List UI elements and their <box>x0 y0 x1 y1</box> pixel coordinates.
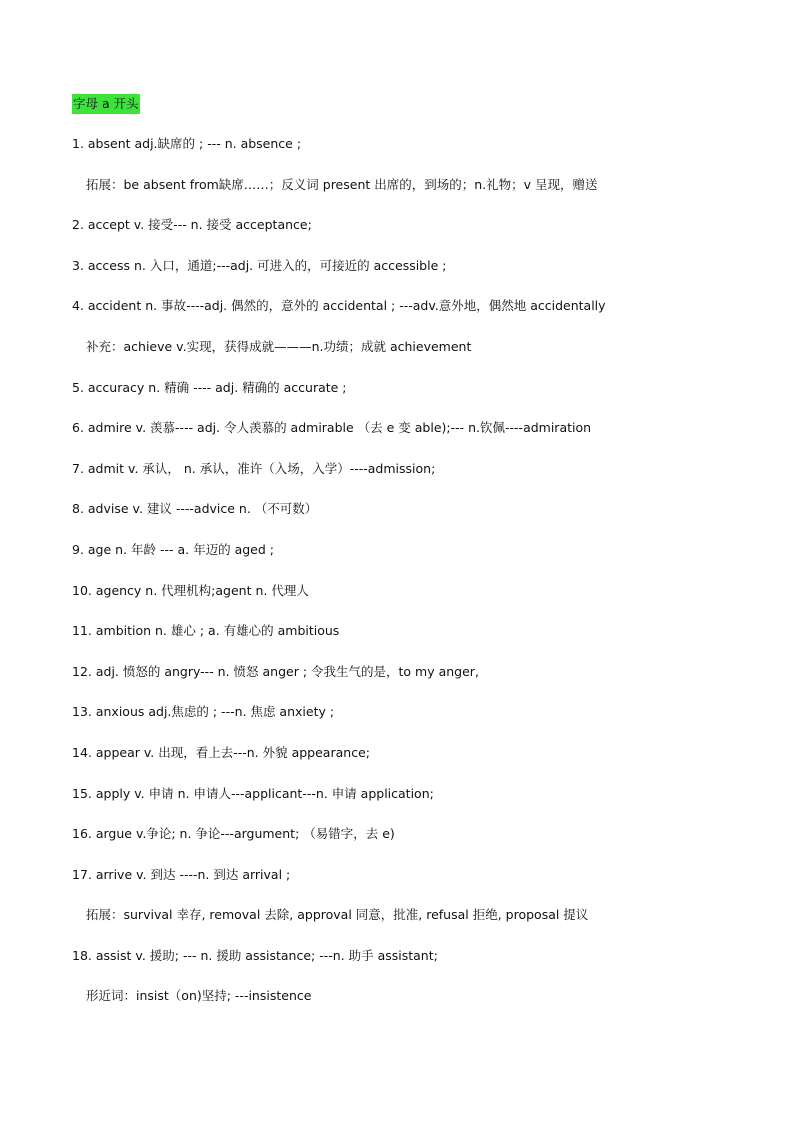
vocabulary-entry: 4. accident n. 事故----adj. 偶然的，意外的 accidental ; ---adv.意外地，偶然地 accidentally <box>72 298 606 314</box>
vocabulary-entry: 16. argue v.争论; n. 争论---argument; （易错字，去 e) <box>72 826 395 842</box>
vocabulary-list <box>72 134 772 1027</box>
vocabulary-entry: 9. age n. 年龄 --- a. 年迈的 aged ; <box>72 541 274 557</box>
vocabulary-entry: 8. advise v. 建议 ----advice n. （不可数） <box>72 501 318 517</box>
vocabulary-entry: 7. admit v. 承认， n. 承认，准许（入场，入学）----admission; <box>72 460 436 476</box>
vocabulary-entry: 17. arrive v. 到达 ----n. 到达 arrival ; <box>72 866 291 882</box>
vocabulary-entry: 6. admire v. 羡慕---- adj. 令人羡慕的 admirable （去 e 变 able);--- n.钦佩----admiration <box>72 420 592 436</box>
vocabulary-entry: 10. agency n. 代理机构;agent n. 代理人 <box>72 582 309 598</box>
vocabulary-entry: 5. accuracy n. 精确 ---- adj. 精确的 accurate ; <box>72 379 347 395</box>
vocabulary-entry: 18. assist v. 援助; --- n. 援助 assistance; ---n. 助手 assistant; <box>72 947 438 963</box>
vocabulary-entry: 11. ambition n. 雄心 ; a. 有雄心的 ambitious <box>72 623 340 639</box>
vocabulary-entry: 13. anxious adj.焦虑的 ; ---n. 焦虑 anxiety ; <box>72 704 335 720</box>
vocabulary-entry: 12. adj. 愤怒的 angry--- n. 愤怒 anger ; 令我生气的是，to my anger, <box>72 663 479 679</box>
vocabulary-entry: 15. apply v. 申请 n. 申请人---applicant---n. 申请 application; <box>72 785 434 801</box>
section-heading: 字母 a 开头 <box>72 94 140 114</box>
note-line: 补充：achieve v.实现，获得成就———n.功绩；成就 achievement <box>86 338 472 354</box>
vocabulary-entry: 1. absent adj.缺席的 ; --- n. absence ; <box>72 136 302 151</box>
note-line: 拓展：be absent from缺席……；反义词 present 出席的，到场的；n.礼物；v 呈现，赠送 <box>86 176 598 192</box>
vocabulary-entry: 14. appear v. 出现，看上去---n. 外貌 appearance; <box>72 744 370 760</box>
vocabulary-entry: 3. access n. 入口，通道;---adj. 可进入的，可接近的 accessible ; <box>72 257 447 273</box>
vocabulary-entry: 2. accept v. 接受--- n. 接受 acceptance; <box>72 217 312 233</box>
note-line: 拓展：survival 幸存, removal 去除, approval 同意，批准, refusal 拒绝, proposal 提议 <box>86 907 589 923</box>
note-line: 形近词：insist（on)坚持; ---insistence <box>86 988 312 1004</box>
